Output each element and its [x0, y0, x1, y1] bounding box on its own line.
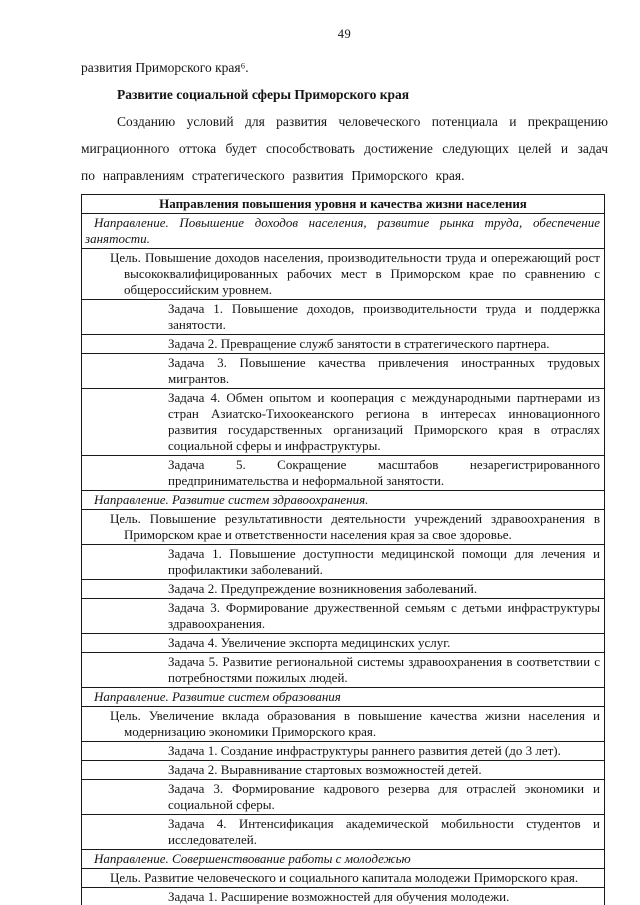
table-row-task: Задача 5. Развитие региональной системы здравоохранения в соответствии с потребностями пожилых людей. [82, 652, 604, 687]
table-row-task: Задача 2. Превращение служб занятости в стратегического партнера. [82, 334, 604, 353]
table-row-direction: Направление. Развитие систем здравоохранения. [82, 490, 604, 509]
body-paragraph: Созданию условий для развития человеческого потенциала и прекращению миграционного оттока будет способствовать достижение следующих целей и задач по направлениям стратегического развития Приморского края. [81, 114, 608, 183]
table-row-task: Задача 3. Повышение качества привлечения иностранных трудовых мигрантов. [82, 353, 604, 388]
goals-table [81, 194, 605, 905]
table-row-task: Задача 3. Формирование дружественной семьям с детьми инфраструктуры здравоохранения. [82, 598, 604, 633]
table-row-direction: Направление. Повышение доходов населения, развитие рынка труда, обеспечение занятости. [82, 213, 604, 248]
table-row-task: Задача 1. Повышение доходов, производительности труда и поддержка занятости. [82, 299, 604, 334]
table-row-goal: Цель. Повышение результативности деятельности учреждений здравоохранения в Приморском крае и ответственности населения края за свое здоровье. [82, 509, 604, 544]
table-row-task: Задача 1. Расширение возможностей для обучения молодежи. [82, 887, 604, 905]
table-row-task: Задача 4. Обмен опытом и кооперация с международными партнерами из стран Азиатско-Тихоокеанского региона в интересах инновационного развития государственных организаций Приморского края в отраслях социальной сферы и инфраструктуры. [82, 388, 604, 455]
table-row-goal: Цель. Увеличение вклада образования в повышение качества жизни населения и модернизацию экономики Приморского края. [82, 706, 604, 741]
intro-line: развития Приморского края⁶. [81, 60, 249, 75]
page-number: 49 [337, 27, 352, 41]
table-row-task: Задача 3. Формирование кадрового резерва для отраслей экономики и социальной сферы. [82, 779, 604, 814]
table-row-task: Задача 1. Создание инфраструктуры раннего развития детей (до 3 лет). [82, 741, 604, 760]
table-row-task: Задача 1. Повышение доступности медицинской помощи для лечения и профилактики заболеваний. [82, 544, 604, 579]
table-row-direction: Направление. Совершенствование работы с молодежью [82, 849, 604, 868]
table-row-direction: Направление. Развитие систем образования [82, 687, 604, 706]
table-header-row: Направления повышения уровня и качества жизни населения [159, 196, 527, 211]
table-row-goal: Цель. Развитие человеческого и социального капитала молодежи Приморского края. [82, 868, 604, 887]
table-row-goal: Цель. Повышение доходов населения, производительности труда и опережающий рост высококвалифицированных рабочих мест в Приморском крае по сравнению с общероссийским уровнем. [82, 248, 604, 299]
table-row-task: Задача 2. Предупреждение возникновения заболеваний. [82, 579, 604, 598]
table-row-task: Задача 5. Сокращение масштабов незарегистрированного предпринимательства и неформальной занятости. [82, 455, 604, 490]
table-row-task: Задача 4. Увеличение экспорта медицинских услуг. [82, 633, 604, 652]
table-row-task: Задача 2. Выравнивание стартовых возможностей детей. [82, 760, 604, 779]
section-heading: Развитие социальной сферы Приморского края [117, 87, 410, 102]
table-row-task: Задача 4. Интенсификация академической мобильности студентов и исследователей. [82, 814, 604, 849]
